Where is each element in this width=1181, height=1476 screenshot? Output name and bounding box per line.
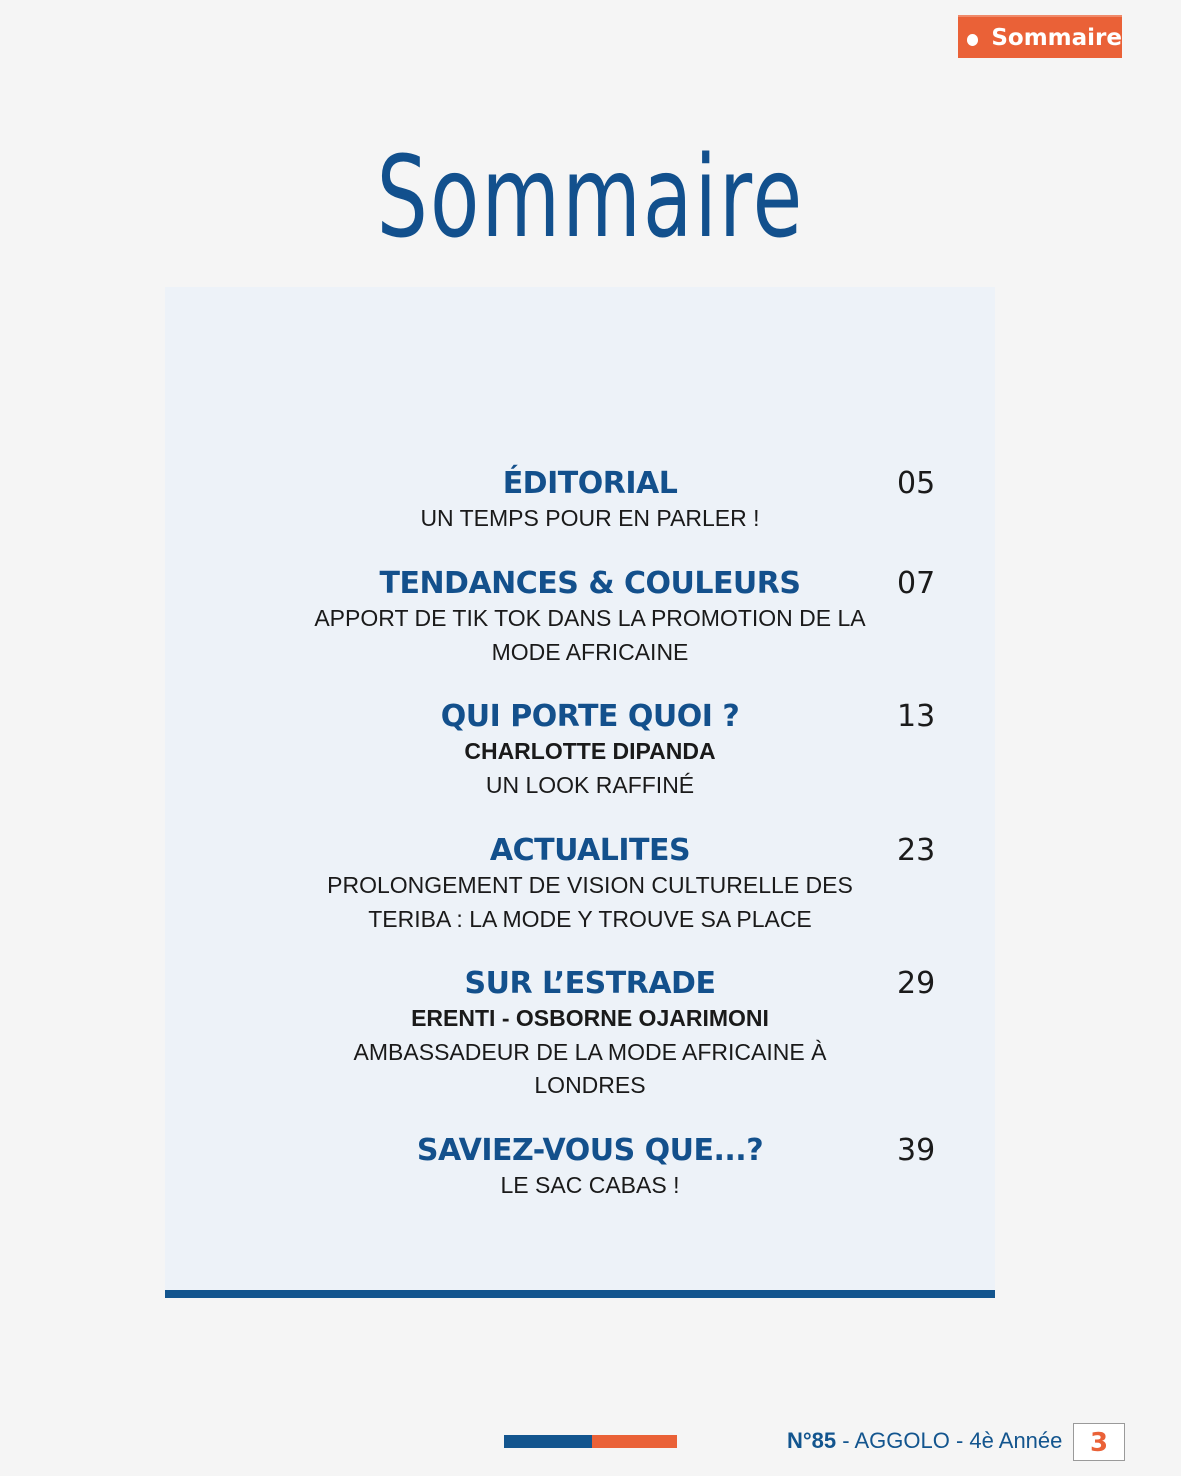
footer-magazine-name: - AGGOLO - 4è Année <box>836 1428 1063 1453</box>
toc-page-number: 39 <box>897 1133 936 1168</box>
footer-issue-info <box>787 1426 1062 1456</box>
toc-subtitle-bold: CHARLOTTE DIPANDA <box>464 738 716 764</box>
toc-subtitle: AMBASSADEUR DE LA MODE AFRICAINE À <box>353 1038 827 1065</box>
toc-heading: ÉDITORIAL <box>502 466 678 501</box>
toc-subtitle: LONDRES <box>534 1072 646 1098</box>
toc-subtitle: APPORT DE TIK TOK DANS LA PROMOTION DE LA <box>314 605 866 631</box>
toc-heading: TENDANCES & COULEURS <box>379 566 801 601</box>
toc-subtitle: MODE AFRICAINE <box>491 638 689 665</box>
toc-subtitle-bold: ERENTI - OSBORNE OJARIMONI <box>411 1005 769 1031</box>
toc-page-number: 29 <box>897 966 936 1001</box>
toc-entry-actualites[interactable] <box>290 833 890 936</box>
toc-subtitle: TERIBA : LA MODE Y TROUVE SA PLACE <box>368 905 812 932</box>
page-title: Sommaire <box>376 133 805 263</box>
toc-heading: ACTUALITES <box>489 833 691 868</box>
toc-heading: SUR L’ESTRADE <box>464 966 716 1001</box>
toc-subtitle: PROLONGEMENT DE VISION CULTURELLE DES <box>327 872 853 898</box>
footer-accent-orange <box>592 1435 677 1448</box>
toc-heading: QUI PORTE QUOI ? <box>440 699 740 734</box>
toc-entry-saviez-vous[interactable] <box>290 1133 890 1203</box>
footer-accent-blue <box>504 1435 592 1448</box>
toc-subtitle: UN LOOK RAFFINÉ <box>485 771 695 798</box>
toc-heading: SAVIEZ-VOUS QUE...? <box>416 1133 764 1168</box>
toc-subtitle: UN TEMPS POUR EN PARLER ! <box>420 505 760 531</box>
toc-page-number: 05 <box>897 466 936 501</box>
section-tag-label: Sommaire <box>991 24 1122 51</box>
bullet-icon <box>967 34 978 46</box>
toc-page-number: 23 <box>897 833 936 868</box>
toc-page-number: 13 <box>897 699 936 734</box>
toc-entry-editorial[interactable] <box>290 466 890 536</box>
section-tag <box>958 15 1122 58</box>
toc-subtitle: LE SAC CABAS ! <box>500 1172 680 1198</box>
footer-issue-number: N°85 <box>787 1428 837 1453</box>
toc-entry-qui-porte-quoi[interactable] <box>290 699 890 802</box>
toc-entry-sur-l-estrade[interactable] <box>290 966 890 1103</box>
toc-entry-tendances[interactable] <box>290 566 890 669</box>
toc-page-number: 07 <box>897 566 936 601</box>
contents-panel <box>165 287 995 1298</box>
footer-page-number: 3 <box>1073 1423 1125 1461</box>
